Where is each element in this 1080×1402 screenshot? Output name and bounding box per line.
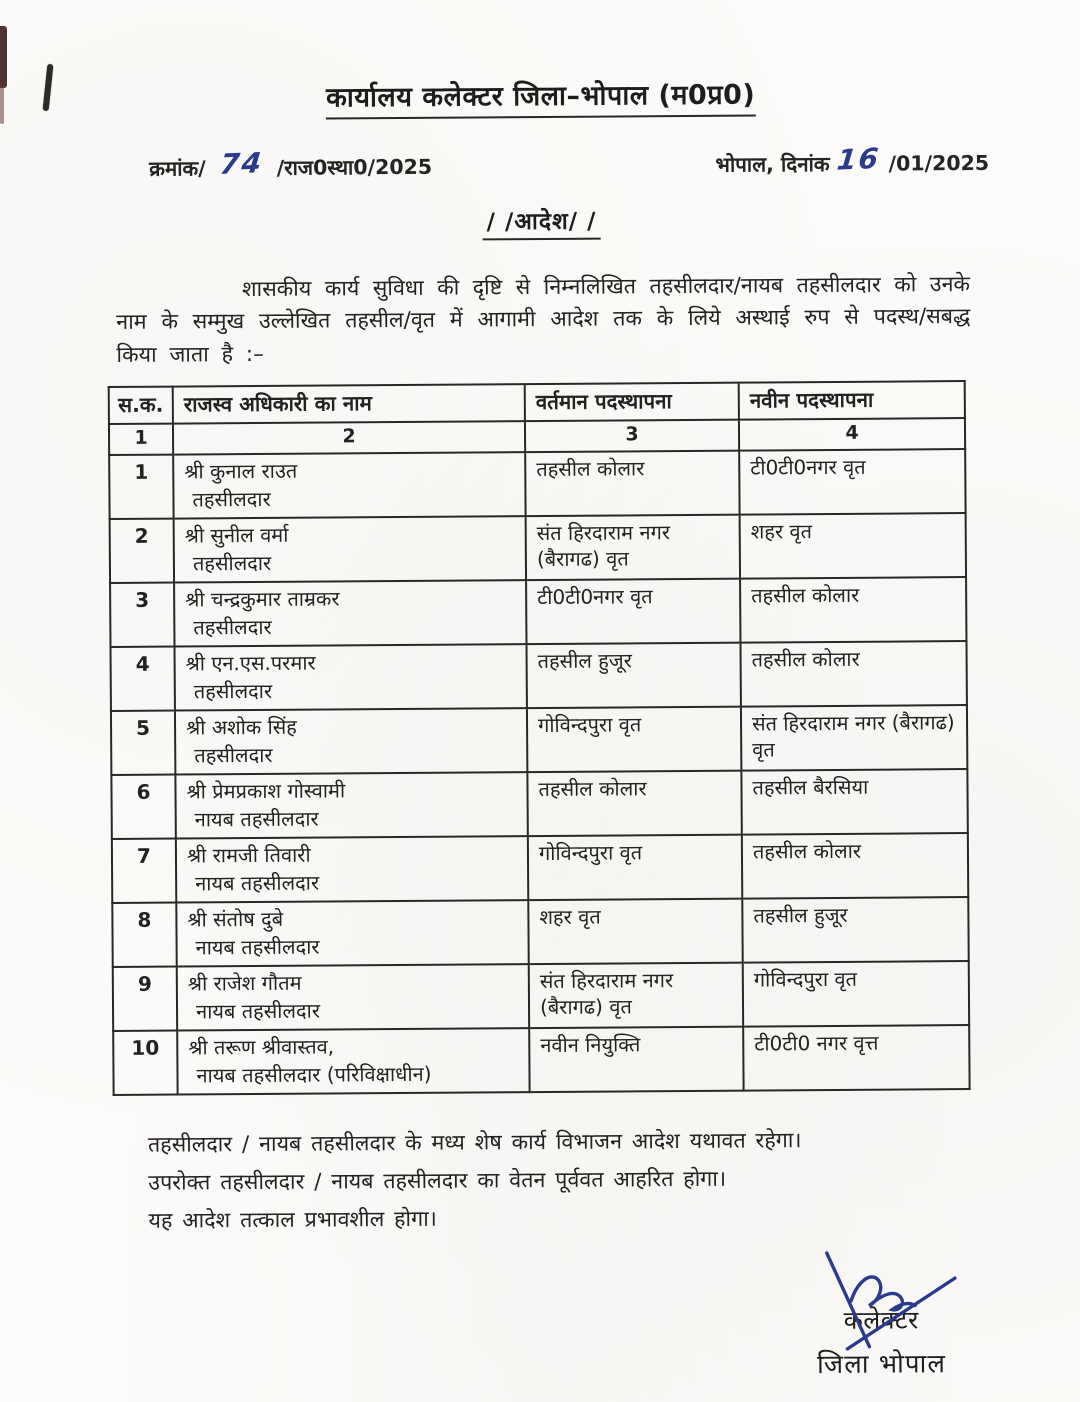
- cell-current-posting: तहसील कोलार: [527, 771, 741, 836]
- signatory-title: कलेक्टर: [843, 1305, 919, 1336]
- cell-current-posting: शहर वृत: [528, 899, 742, 964]
- cell-officer: [177, 964, 529, 1030]
- cell-serial: 5: [111, 711, 175, 775]
- officer-designation: तहसीलदार: [193, 614, 272, 640]
- reference-date-line: [1, 143, 1080, 184]
- officer-designation: नायब तहसीलदार (परिविक्षाधीन): [196, 1061, 432, 1088]
- order-heading-text: / /आदेश/ /: [482, 209, 600, 241]
- cell-serial: 9: [113, 967, 177, 1031]
- table-row: [110, 513, 966, 583]
- officer-name: श्री अशोक सिंह: [185, 714, 297, 740]
- reference-number-line: [149, 148, 432, 183]
- table-row: [111, 641, 967, 711]
- officer-designation: तहसीलदार: [192, 550, 272, 576]
- cell-current-posting: गोविन्दपुरा वृत: [527, 707, 741, 772]
- cell-serial: 3: [110, 583, 174, 647]
- cell-officer: [176, 900, 528, 966]
- cell-new-posting: संत हिरदाराम नगर (बैरागढ) वृत: [741, 705, 967, 771]
- cell-serial: 2: [110, 519, 174, 583]
- closing-line: उपरोक्त तहसीलदार / नायब तहसीलदार का वेतन पूर्ववत आहरित होगा।: [148, 1166, 727, 1196]
- cell-new-posting: तहसील कोलार: [740, 641, 966, 707]
- ref-suffix: /राज0स्था0/2025: [276, 154, 433, 180]
- cell-new-posting: तहसील कोलार: [742, 833, 968, 899]
- cell-serial: 10: [113, 1031, 177, 1095]
- transfer-table: [108, 380, 971, 1096]
- cell-current-posting: तहसील हुजूर: [526, 643, 740, 708]
- table-row: [110, 577, 966, 647]
- officer-name: श्री राजेश गौतम: [187, 970, 302, 996]
- officer-designation: तहसीलदार: [193, 678, 273, 704]
- officer-designation: तहसीलदार: [194, 742, 273, 768]
- officer-designation: नायब तहसीलदार: [194, 806, 319, 832]
- officer-name: श्री एन.एस.परमार: [185, 650, 316, 676]
- table-header-row: [109, 381, 965, 425]
- cell-officer: [174, 580, 526, 646]
- signature-block: [781, 1250, 982, 1381]
- cell-current-posting: टी0टी0नगर वृत: [526, 579, 740, 644]
- cell-new-posting: शहर वृत: [740, 513, 966, 579]
- officer-name: श्री प्रेमप्रकाश गोस्वामी: [186, 778, 346, 804]
- column-number: 3: [525, 420, 739, 452]
- signature-scribble: [787, 1248, 978, 1359]
- column-header-new-posting: नवीन पदस्थापना: [739, 381, 965, 420]
- officer-name: श्री संतोष दुबे: [187, 906, 284, 932]
- cell-officer: [175, 708, 527, 774]
- date-day-handwritten: 16: [835, 141, 883, 177]
- intro-paragraph: शासकीय कार्य सुविधा की दृष्टि से निम्नलिखित तहसीलदार/नायब तहसीलदार को उनके नाम के सम्मुख उल्लेखित तहसील/वृत में आगामी आदेश तक के लिये अस्थाई रुप से पदस्थ/सबद्ध किया जाता है :–: [116, 272, 971, 368]
- cell-new-posting: तहसील हुजूर: [742, 897, 968, 963]
- officer-name: श्री कुनाल राउत: [184, 458, 298, 484]
- column-number: 2: [173, 422, 525, 455]
- officer-designation: तहसीलदार: [192, 486, 271, 512]
- cell-officer: [176, 836, 528, 902]
- table-row: [109, 449, 965, 519]
- officer-name: श्री रामजी तिवारी: [186, 842, 311, 868]
- ref-prefix: क्रमांक/: [149, 156, 206, 181]
- table-row: [113, 1025, 969, 1095]
- cell-current-posting: संत हिरदाराम नगर (बैरागढ) वृत: [526, 515, 740, 580]
- cell-current-posting: तहसील कोलार: [525, 451, 739, 516]
- ref-number-handwritten: 74: [217, 146, 265, 181]
- cell-serial: 1: [109, 455, 173, 519]
- page-title: [0, 0, 1080, 117]
- cell-officer: [177, 1028, 529, 1094]
- officer-name: श्री सुनील वर्मा: [184, 522, 289, 548]
- cell-new-posting: गोविन्दपुरा वृत: [743, 961, 969, 1027]
- cell-officer: [175, 772, 527, 838]
- cell-serial: 8: [112, 903, 176, 967]
- cell-current-posting: गोविन्दपुरा वृत: [528, 835, 742, 900]
- table-row: [112, 897, 968, 967]
- column-header-current-posting: वर्तमान पदस्थापना: [525, 382, 739, 421]
- cell-officer: [173, 452, 525, 518]
- column-number: 1: [109, 424, 173, 455]
- column-header-serial: स.क.: [109, 386, 173, 424]
- officer-name: श्री तरूण श्रीवास्तव,: [188, 1034, 335, 1060]
- signatory-district: जिला भोपाल: [817, 1349, 947, 1381]
- cell-serial: 4: [111, 647, 175, 711]
- cell-current-posting: संत हिरदाराम नगर (बैरागढ) वृत: [529, 963, 743, 1028]
- cell-new-posting: टी0टी0नगर वृत: [739, 449, 965, 515]
- cell-new-posting: तहसील कोलार: [740, 577, 966, 643]
- cell-officer: [175, 644, 527, 710]
- cell-serial: 7: [112, 839, 176, 903]
- column-header-officer-name: राजस्व अधिकारी का नाम: [173, 384, 525, 424]
- cell-serial: 6: [111, 775, 175, 839]
- officer-designation: नायब तहसीलदार: [195, 870, 320, 896]
- closing-line: यह आदेश तत्काल प्रभावशील होगा।: [148, 1207, 438, 1235]
- page-title-text: कार्यालय कलेक्टर जिला–भोपाल (म0प्र0): [326, 80, 755, 120]
- closing-line: तहसीलदार / नायब तहसीलदार के मध्य शेष कार्य विभाजन आदेश यथावत रहेगा।: [147, 1128, 802, 1158]
- officer-designation: नायब तहसीलदार: [195, 934, 320, 960]
- cell-new-posting: तहसील बैरसिया: [741, 769, 967, 835]
- table-row: [112, 833, 968, 903]
- closing-paragraph: [148, 1122, 1009, 1240]
- place-date-line: [715, 141, 990, 179]
- date-month-year: /01/2025: [888, 150, 990, 176]
- officer-name: श्री चन्द्रकुमार ताम्रकर: [185, 586, 340, 612]
- cell-new-posting: टी0टी0 नगर वृत्त: [743, 1025, 969, 1091]
- cell-current-posting: नवीन नियुक्ति: [529, 1027, 743, 1092]
- order-heading: [1, 200, 1080, 240]
- table-row: [111, 705, 967, 775]
- officer-designation: नायब तहसीलदार: [195, 998, 321, 1024]
- cell-officer: [174, 516, 526, 582]
- place-date-label: भोपाल, दिनांक: [715, 151, 830, 177]
- column-number: 4: [739, 418, 965, 450]
- table-row: [111, 769, 967, 839]
- table-row: [113, 961, 969, 1031]
